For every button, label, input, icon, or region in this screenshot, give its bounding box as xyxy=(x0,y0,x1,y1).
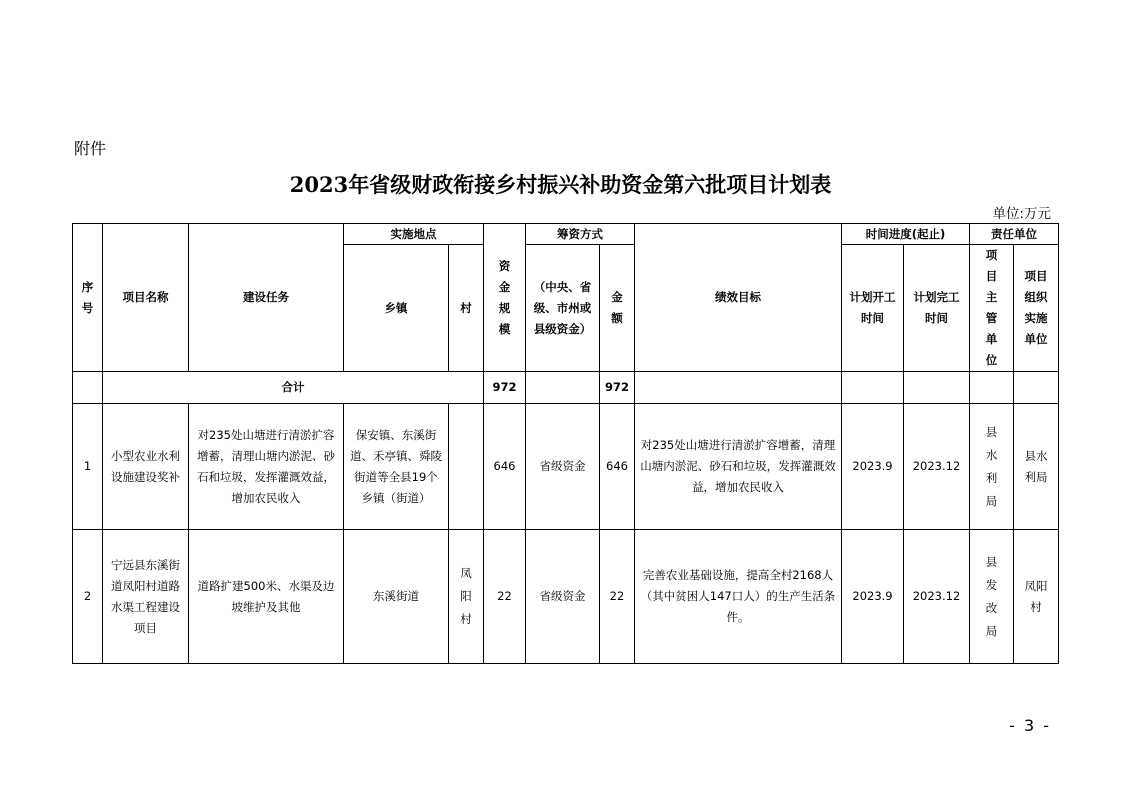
row-seq: 2 xyxy=(73,530,103,664)
row-implementer: 凤阳村 xyxy=(1014,530,1059,664)
total-supervisor-cell xyxy=(970,372,1014,404)
row-amount: 22 xyxy=(600,530,635,664)
header-financing-source: （中央、省级、市州或县级资金） xyxy=(526,245,600,372)
header-start-time: 计划开工时间 xyxy=(842,245,904,372)
row-village: 凤阳村 xyxy=(449,530,484,664)
header-project-name: 项目名称 xyxy=(103,224,189,372)
header-supervisor: 项目主管单位 xyxy=(970,245,1014,372)
header-town: 乡镇 xyxy=(344,245,449,372)
row-end: 2023.12 xyxy=(904,404,970,530)
row-amount: 646 xyxy=(600,404,635,530)
total-goal-cell xyxy=(635,372,842,404)
row-seq: 1 xyxy=(73,404,103,530)
row-source: 省级资金 xyxy=(526,530,600,664)
row-task: 对235处山塘进行清淤扩容增蓄，清理山塘内淤泥、砂石和垃圾，发挥灌溉效益，增加农民收入 xyxy=(189,404,344,530)
table-row xyxy=(73,530,1059,664)
row-goal: 完善农业基础设施，提高全村2168人（其中贫困人147口人）的生产生活条件。 xyxy=(635,530,842,664)
header-financing-group: 筹资方式 xyxy=(526,224,635,245)
header-responsibility-group: 责任单位 xyxy=(970,224,1059,245)
row-task: 道路扩建500米、水渠及边坡维护及其他 xyxy=(189,530,344,664)
row-end: 2023.12 xyxy=(904,530,970,664)
row-supervisor: 县发改局 xyxy=(970,530,1014,664)
total-start-cell xyxy=(842,372,904,404)
row-supervisor: 县水利局 xyxy=(970,404,1014,530)
total-end-cell xyxy=(904,372,970,404)
row-project-name: 宁远县东溪街道凤阳村道路水渠工程建设项目 xyxy=(103,530,189,664)
row-town: 保安镇、东溪街道、禾亭镇、舜陵街道等全县19个乡镇（街道） xyxy=(344,404,449,530)
unit-label: 单位:万元 xyxy=(992,206,1051,222)
row-source: 省级资金 xyxy=(526,404,600,530)
row-start: 2023.9 xyxy=(842,404,904,530)
header-fund-scale: 资金规模 xyxy=(484,224,526,372)
row-fund-scale: 22 xyxy=(484,530,526,664)
table-row xyxy=(73,404,1059,530)
header-implementer: 项目组织实施单位 xyxy=(1014,245,1059,372)
project-plan-table xyxy=(72,223,1059,664)
header-end-time: 计划完工时间 xyxy=(904,245,970,372)
total-fund-scale: 972 xyxy=(484,372,526,404)
total-amount: 972 xyxy=(600,372,635,404)
header-location-group: 实施地点 xyxy=(344,224,484,245)
total-source-cell xyxy=(526,372,600,404)
header-seq: 序号 xyxy=(73,224,103,372)
header-task: 建设任务 xyxy=(189,224,344,372)
row-start: 2023.9 xyxy=(842,530,904,664)
total-implementer-cell xyxy=(1014,372,1059,404)
page-number: - 3 - xyxy=(1009,716,1051,735)
row-goal: 对235处山塘进行清淤扩容增蓄，清理山塘内淤泥、砂石和垃圾，发挥灌溉效益，增加农民收入 xyxy=(635,404,842,530)
total-row xyxy=(73,372,1059,404)
header-schedule-group: 时间进度(起止) xyxy=(842,224,970,245)
header-amount: 金额 xyxy=(600,245,635,372)
row-implementer: 县水利局 xyxy=(1014,404,1059,530)
total-seq-cell xyxy=(73,372,103,404)
attachment-label: 附件 xyxy=(74,139,107,158)
row-fund-scale: 646 xyxy=(484,404,526,530)
row-town: 东溪街道 xyxy=(344,530,449,664)
total-label: 合计 xyxy=(103,372,484,404)
document-title: 2023年省级财政衔接乡村振兴补助资金第六批项目计划表 xyxy=(289,172,832,197)
row-project-name: 小型农业水利设施建设奖补 xyxy=(103,404,189,530)
row-village xyxy=(449,404,484,530)
header-village: 村 xyxy=(449,245,484,372)
header-goal: 绩效目标 xyxy=(635,224,842,372)
